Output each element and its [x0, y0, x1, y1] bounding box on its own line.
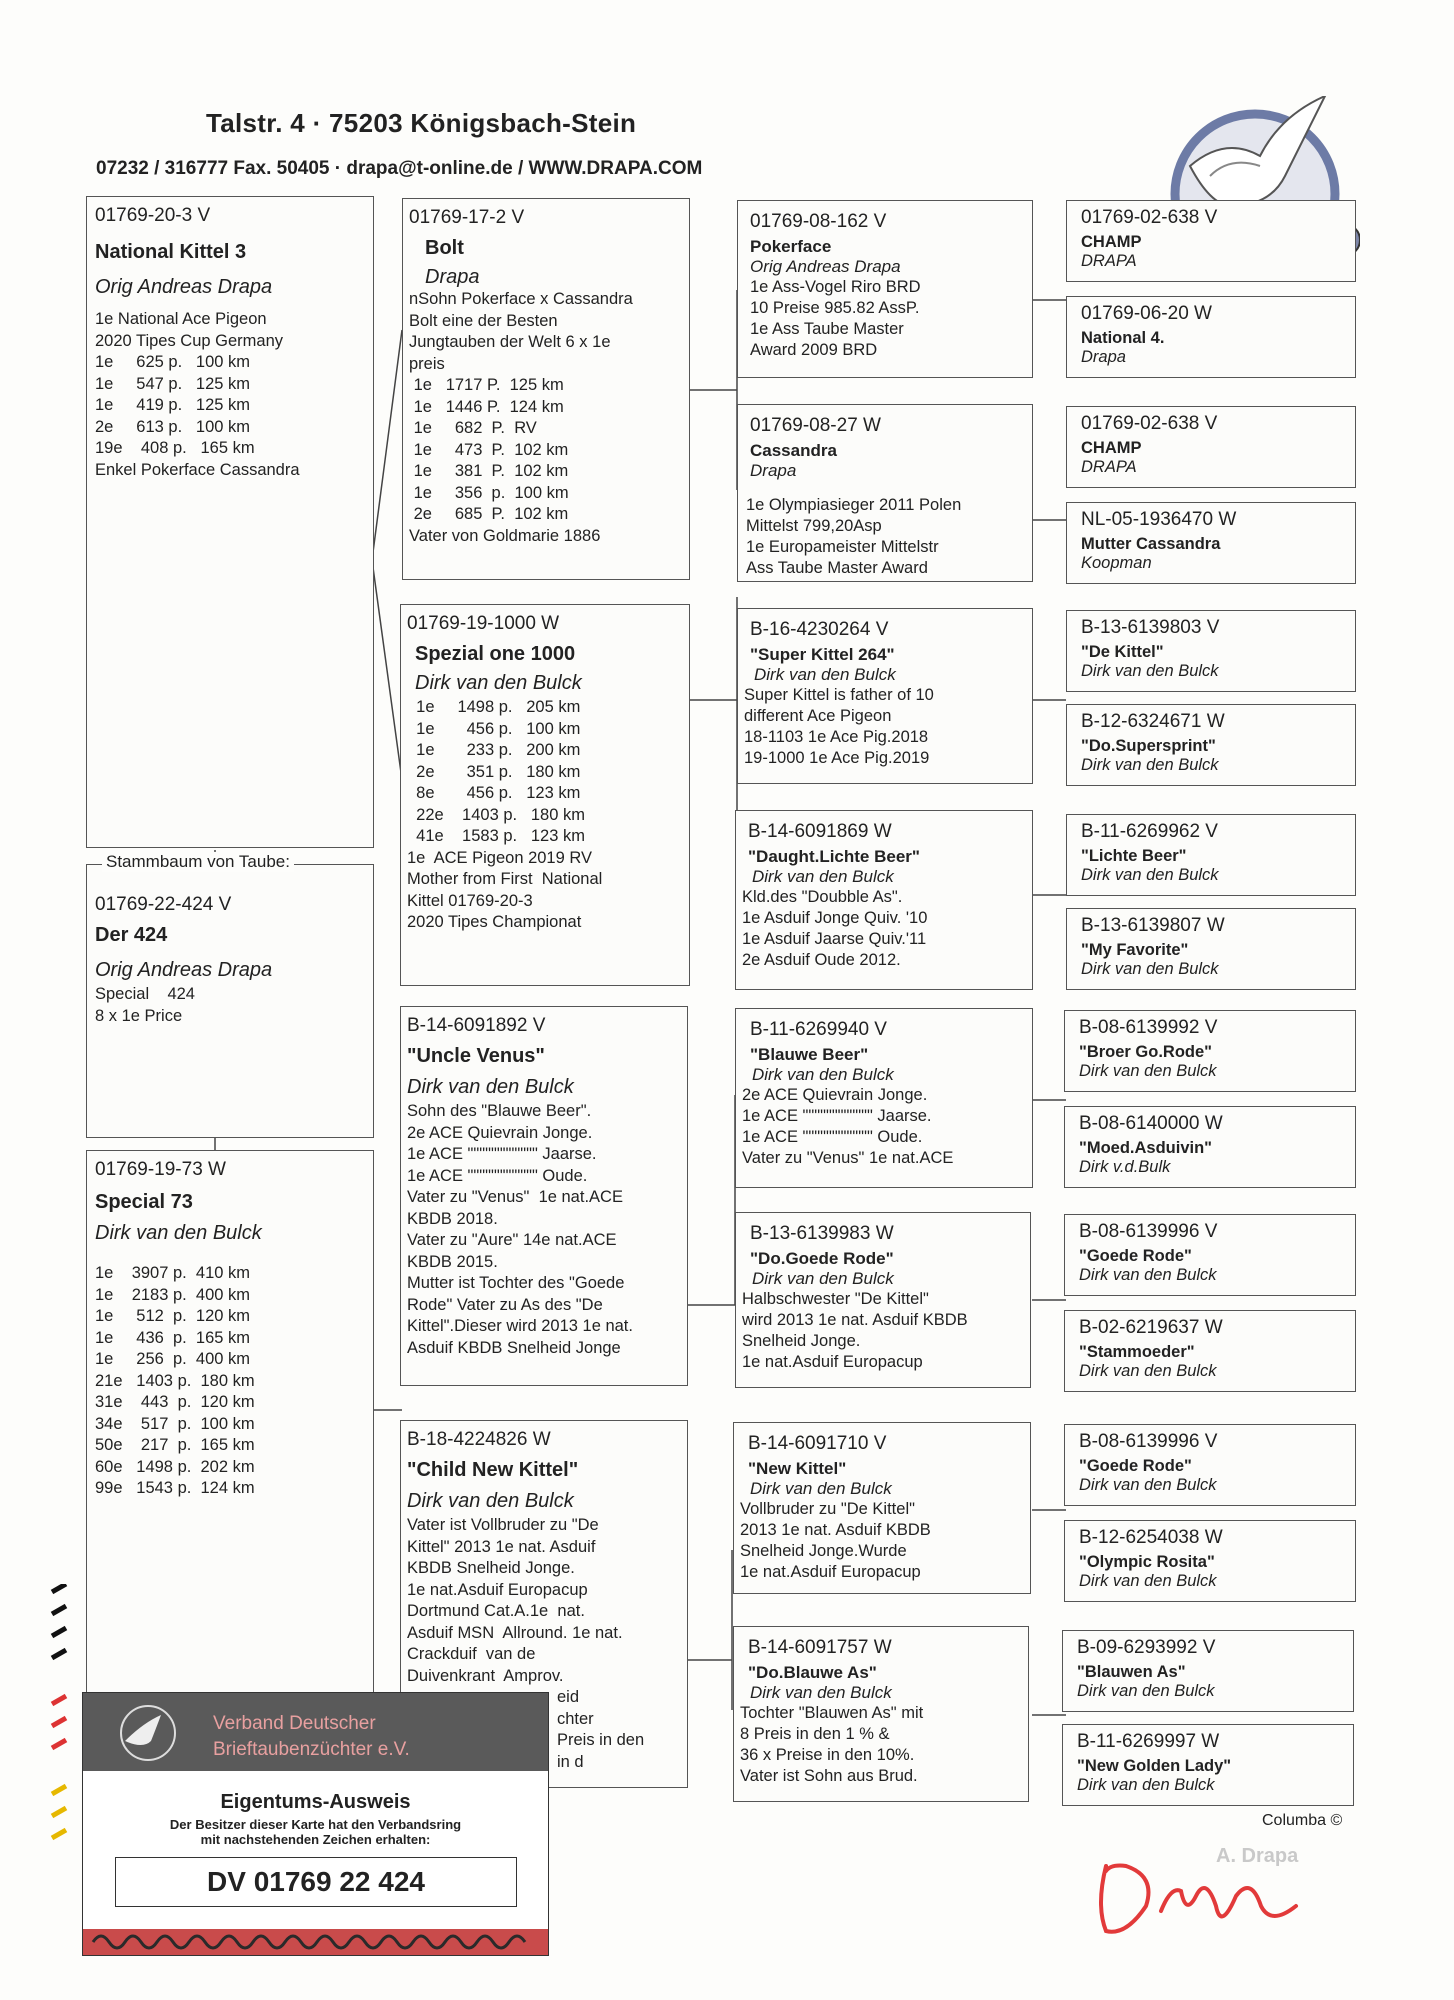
father-name: Der 424 [95, 924, 168, 946]
grandparent-breeder: Dirk van den Bulck [407, 1076, 574, 1098]
ring-number: DV 01769 22 424 [115, 1857, 517, 1907]
ggp-line: Kld.des "Doubble As". [742, 888, 903, 906]
ggp-line: 1e nat.Asduif Europacup [742, 1353, 923, 1371]
ancestor-breeder: Dirk van den Bulck [1077, 1682, 1215, 1700]
ancestor-card [1066, 610, 1356, 692]
ggp-line: Snelheid Jonge. [742, 1332, 861, 1350]
grandparent-line: in d [557, 1752, 584, 1771]
ggp-name: "Daught.Lichte Beer" [748, 847, 920, 866]
grandparent-breeder: Drapa [425, 266, 480, 288]
grandparent-line: 1e 456 p. 100 km [407, 719, 581, 738]
ancestor-name: "My Favorite" [1081, 941, 1189, 959]
ancestor-card [1064, 1310, 1356, 1392]
father-breeder: Orig Andreas Drapa [95, 959, 273, 981]
ancestor-card [1062, 1724, 1354, 1806]
ancestor-card [1066, 908, 1356, 990]
grandparent-line: 1e 356 p. 100 km [409, 483, 569, 502]
address-line: Talstr. 4 · 75203 Königsbach-Stein [206, 108, 637, 138]
ggp-line: 18-1103 1e Ace Pig.2018 [744, 728, 929, 746]
ancestor-name: "Broer Go.Rode" [1079, 1043, 1212, 1061]
ancestor-card [1064, 1010, 1356, 1092]
ggp-line: Ass Taube Master Award [746, 559, 928, 577]
grandparent-line: 2e ACE Quievrain Jonge. [407, 1123, 593, 1142]
ggp-line: 1e nat.Asduif Europacup [740, 1563, 921, 1581]
ancestor-ring: B-08-6139996 V [1079, 1431, 1218, 1452]
ggp-line: different Ace Pigeon [744, 707, 892, 725]
grandparent-ring: B-14-6091892 V [407, 1015, 546, 1036]
ggp-line: Vater zu "Venus" 1e nat.ACE [742, 1149, 954, 1167]
grandparent-line: KBDB 2015. [407, 1252, 498, 1271]
grandparent-line: Vater zu "Venus" 1e nat.ACE [407, 1188, 623, 1206]
grandparent-line: Vater von Goldmarie 1886 [409, 526, 601, 545]
stammbaum-label: Stammbaum von Taube: [102, 852, 294, 872]
grandparent-name: Bolt [425, 237, 464, 259]
subject-line: 1e 547 p. 125 km [95, 374, 251, 393]
great-grandparent-card [733, 1626, 1029, 1802]
flag-stripes-decoration [48, 1584, 70, 1864]
grandparent-card [400, 604, 690, 986]
grandparent-line: Preis in den [557, 1731, 645, 1749]
father-ring: 01769-22-424 V [95, 894, 232, 915]
ggp-name: "Super Kittel 264" [750, 645, 895, 664]
ggp-line: Halbschwester "De Kittel" [742, 1290, 929, 1308]
ggp-name: "Do.Blauwe As" [748, 1663, 877, 1682]
ggp-line: Vater ist Sohn aus Brud. [740, 1767, 918, 1785]
ancestor-name: "Goede Rode" [1079, 1247, 1192, 1265]
ancestor-breeder: Koopman [1081, 554, 1152, 572]
ancestor-ring: 01769-02-638 V [1081, 413, 1218, 434]
grandparent-line: 1e 473 P. 102 km [409, 440, 569, 459]
grandparent-line: nSohn Pokerface x Cassandra [409, 290, 633, 308]
signature-image [1086, 1836, 1306, 1946]
grandparent-card [402, 198, 690, 580]
mother-card [86, 1150, 374, 1696]
grandparent-line: Kittel" 2013 1e nat. Asduif [407, 1537, 596, 1556]
grandparent-ring: B-18-4224826 W [407, 1429, 551, 1450]
ancestor-breeder: Dirk van den Bulck [1077, 1776, 1215, 1794]
ggp-name: "New Kittel" [748, 1459, 847, 1478]
subject-line: 1e National Ace Pigeon [95, 310, 267, 328]
ggp-name: "Do.Goede Rode" [750, 1249, 894, 1268]
grandparent-line: 1e ACE """""""""""" Oude. [407, 1166, 588, 1185]
mother-line: 99e 1543 p. 124 km [95, 1479, 255, 1497]
subject-line: 2020 Tipes Cup Germany [95, 331, 284, 350]
grandparent-line: chter [557, 1709, 594, 1728]
ggp-line: Mittelst 799,20Asp [746, 517, 882, 535]
card-band [83, 1929, 548, 1955]
ancestor-name: "Goede Rode" [1079, 1457, 1192, 1475]
ancestor-card [1066, 296, 1356, 378]
ancestor-card [1066, 502, 1356, 584]
grandparent-line: Vater zu "Aure" 14e nat.ACE [407, 1231, 617, 1249]
ggp-name: Pokerface [750, 237, 832, 256]
ggp-line: 8 Preis in den 1 % & [740, 1725, 890, 1743]
ggp-line: wird 2013 1e nat. Asduif KBDB [742, 1311, 968, 1329]
grandparent-line: 1e ACE Pigeon 2019 RV [407, 848, 592, 867]
ancestor-breeder: Dirk van den Bulck [1081, 960, 1219, 978]
ancestor-name: "Do.Supersprint" [1081, 737, 1216, 755]
grandparent-line: Sohn des "Blauwe Beer". [407, 1102, 592, 1120]
ancestor-breeder: Dirk van den Bulck [1081, 866, 1219, 884]
ancestor-breeder: Dirk van den Bulck [1081, 756, 1219, 774]
subject-line: 1e 625 p. 100 km [95, 353, 251, 371]
grandparent-line: 1e 381 P. 102 km [409, 462, 569, 480]
ggp-line: Super Kittel is father of 10 [744, 686, 934, 704]
grandparent-line: Bolt eine der Besten [409, 311, 558, 330]
mother-line: 50e 217 p. 165 km [95, 1436, 255, 1454]
grandparent-line: 2e 351 p. 180 km [407, 762, 581, 781]
great-grandparent-card [737, 404, 1033, 582]
ancestor-name: "Olympic Rosita" [1079, 1553, 1215, 1571]
grandparent-line: Vater ist Vollbruder zu "De [407, 1516, 599, 1534]
grandparent-line: 2020 Tipes Championat [407, 913, 582, 931]
grandparent-breeder: Dirk van den Bulck [415, 672, 582, 694]
ancestor-card [1066, 814, 1356, 896]
subject-breeder: Orig Andreas Drapa [95, 276, 273, 298]
ggp-line: Vollbruder zu "De Kittel" [740, 1500, 915, 1518]
ancestor-name: "Stammoeder" [1079, 1343, 1195, 1361]
ancestor-card [1066, 704, 1356, 786]
grandparent-line: 1e 1498 p. 205 km [407, 698, 581, 716]
grandparent-ring: 01769-17-2 V [409, 207, 525, 228]
ancestor-card [1064, 1106, 1356, 1188]
subject-line: Enkel Pokerface Cassandra [95, 460, 300, 479]
grandparent-line: KBDB 2018. [407, 1209, 498, 1228]
father-line: 8 x 1e Price [95, 1006, 183, 1025]
grandparent-line: 1e 1717 P. 125 km [409, 376, 564, 394]
ggp-line: 1e Asduif Jonge Quiv. '10 [742, 909, 928, 927]
ggp-line: Snelheid Jonge.Wurde [740, 1542, 907, 1560]
subject-name: National Kittel 3 [95, 241, 247, 263]
great-grandparent-card [737, 200, 1033, 378]
ancestor-breeder: Dirk van den Bulck [1079, 1476, 1217, 1494]
mother-name: Special 73 [95, 1191, 193, 1213]
mother-line: 1e 436 p. 165 km [95, 1328, 251, 1347]
great-grandparent-card [735, 810, 1033, 990]
ancestor-card [1064, 1214, 1356, 1296]
grandparent-line: 1e 1446 P. 124 km [409, 397, 564, 416]
grandparent-line: preis [409, 354, 445, 373]
subject-line: 1e 419 p. 125 km [95, 396, 251, 414]
ancestor-name: "New Golden Lady" [1077, 1757, 1232, 1775]
ancestor-ring: B-08-6140000 W [1079, 1113, 1223, 1134]
ggp-ring: 01769-08-27 W [750, 415, 881, 436]
dove-icon [103, 1703, 193, 1763]
ancestor-ring: B-12-6254038 W [1079, 1527, 1223, 1548]
ancestor-name: CHAMP [1081, 439, 1142, 457]
mother-line: 1e 256 p. 400 km [95, 1350, 251, 1368]
mother-line: 1e 3907 p. 410 km [95, 1264, 251, 1282]
ggp-ring: B-16-4230264 V [750, 619, 889, 640]
ggp-line: Award 2009 BRD [750, 341, 878, 359]
grandparent-name: Spezial one 1000 [415, 643, 576, 665]
ancestor-breeder: Dirk van den Bulck [1079, 1572, 1217, 1590]
ancestor-ring: 01769-06-20 W [1081, 303, 1212, 324]
ancestor-ring: B-13-6139803 V [1081, 617, 1220, 638]
ancestor-breeder: DRAPA [1081, 252, 1137, 270]
signature-text: A. Drapa [1216, 1845, 1299, 1867]
ggp-ring: B-14-6091869 W [748, 821, 892, 842]
ggp-breeder: Orig Andreas Drapa [750, 257, 901, 276]
ggp-line: 1e Europameister Mittelstr [746, 538, 939, 556]
ancestor-breeder: Dirk van den Bulck [1079, 1062, 1217, 1080]
grandparent-line: 41e 1583 p. 123 km [407, 827, 585, 845]
grandparent-name: "Uncle Venus" [407, 1045, 545, 1067]
ggp-breeder: Drapa [750, 461, 797, 480]
ggp-line: Tochter "Blauwen As" mit [740, 1704, 924, 1722]
ancestor-card [1066, 200, 1356, 282]
ownership-card [82, 1692, 549, 1956]
great-grandparent-card [735, 1008, 1033, 1188]
card-org-line: Brieftaubenzüchter e.V. [213, 1739, 410, 1760]
ancestor-card [1066, 406, 1356, 488]
ancestor-card [1062, 1630, 1354, 1712]
ancestor-name: Mutter Cassandra [1081, 535, 1221, 553]
ggp-name: Cassandra [750, 441, 837, 460]
grandparent-line: 1e 233 p. 200 km [407, 741, 581, 759]
father-line: Special 424 [95, 985, 195, 1003]
card-org-line: Verband Deutscher [213, 1713, 376, 1734]
ggp-line: 1e Asduif Jaarse Quiv.'11 [742, 930, 927, 948]
card-header [83, 1693, 548, 1771]
great-grandparent-card [737, 608, 1033, 784]
ancestor-breeder: Dirk van den Bulck [1081, 662, 1219, 680]
ggp-line: 2013 1e nat. Asduif KBDB [740, 1521, 931, 1539]
grandparent-line: Duivenkrant Amprov. [407, 1666, 564, 1685]
ggp-line: 10 Preise 985.82 AssP. [750, 299, 920, 317]
grandparent-card [400, 1006, 688, 1386]
ancestor-ring: B-12-6324671 W [1081, 711, 1225, 732]
ggp-breeder: Dirk van den Bulck [752, 1065, 894, 1084]
grandparent-breeder: Dirk van den Bulck [407, 1490, 574, 1512]
grandparent-line: KBDB Snelheid Jonge. [407, 1559, 575, 1577]
ggp-line: 1e Ass-Vogel Riro BRD [750, 278, 921, 296]
ggp-line: 1e Ass Taube Master [750, 320, 904, 338]
ancestor-ring: 01769-02-638 V [1081, 207, 1218, 228]
ggp-breeder: Dirk van den Bulck [754, 665, 896, 684]
ggp-ring: B-14-6091710 V [748, 1433, 887, 1454]
mother-line: 1e 2183 p. 400 km [95, 1285, 251, 1304]
ancestor-ring: NL-05-1936470 W [1081, 509, 1237, 530]
ggp-breeder: Dirk van den Bulck [750, 1479, 892, 1498]
mother-line: 34e 517 p. 100 km [95, 1414, 255, 1433]
ancestor-ring: B-11-6269997 W [1077, 1731, 1220, 1752]
ggp-ring: B-13-6139983 W [750, 1223, 894, 1244]
ancestor-card [1064, 1424, 1356, 1506]
grandparent-name: "Child New Kittel" [407, 1459, 579, 1481]
grandparent-line: eid [557, 1688, 580, 1706]
grandparent-line: Mutter ist Tochter des "Goede [407, 1274, 625, 1292]
ancestor-breeder: Dirk van den Bulck [1079, 1362, 1217, 1380]
ancestor-name: "Lichte Beer" [1081, 847, 1187, 865]
card-subtitle: Der Besitzer dieser Karte hat den Verbandsring [169, 1817, 462, 1832]
grandparent-line: 1e nat.Asduif Europacup [407, 1580, 588, 1599]
ggp-line: 1e ACE """""""""""" Jaarse. [742, 1107, 932, 1125]
mother-line: 21e 1403 p. 180 km [95, 1371, 255, 1390]
ancestor-ring: B-08-6139992 V [1079, 1017, 1218, 1038]
ggp-breeder: Dirk van den Bulck [752, 867, 894, 886]
contact-line: 07232 / 316777 Fax. 50405 · drapa@t-online.de / WWW.DRAPA.COM [96, 158, 703, 179]
grandparent-line: Asduif KBDB Snelheid Jonge [407, 1338, 621, 1357]
grandparent-line: 2e 685 P. 102 km [409, 505, 569, 523]
great-grandparent-card [735, 1212, 1031, 1388]
columba-label: Columba © [1262, 1812, 1343, 1829]
ancestor-name: CHAMP [1081, 233, 1142, 251]
ancestor-breeder: DRAPA [1081, 458, 1137, 476]
father-card [86, 864, 374, 1138]
mother-line: 60e 1498 p. 202 km [95, 1457, 255, 1476]
subject-line: 19e 408 p. 165 km [95, 439, 255, 457]
card-title: Eigentums-Ausweis [220, 1791, 411, 1813]
subject-line: 2e 613 p. 100 km [95, 417, 251, 436]
ggp-line: 19-1000 1e Ace Pig.2019 [744, 749, 930, 767]
grandparent-line: 8e 456 p. 123 km [407, 784, 581, 802]
grandparent-ring: 01769-19-1000 W [407, 613, 560, 634]
subject-ring: 01769-20-3 V [95, 205, 211, 226]
ancestor-card [1064, 1520, 1356, 1602]
great-grandparent-card [733, 1422, 1031, 1594]
mother-line: 31e 443 p. 120 km [95, 1393, 255, 1411]
ancestor-name: "De Kittel" [1081, 643, 1164, 661]
ancestor-ring: B-02-6219637 W [1079, 1317, 1223, 1338]
grandparent-line: Kittel".Dieser wird 2013 1e nat. [407, 1317, 633, 1335]
ggp-ring: 01769-08-162 V [750, 211, 887, 232]
grandparent-line: Crackduif van de [407, 1645, 536, 1663]
ggp-ring: B-11-6269940 V [750, 1019, 887, 1040]
ancestor-name: "Blauwen As" [1077, 1663, 1186, 1681]
ancestor-breeder: Drapa [1081, 348, 1126, 366]
ancestor-ring: B-13-6139807 W [1081, 915, 1225, 936]
grandparent-line: 22e 1403 p. 180 km [407, 805, 585, 824]
mother-line: 1e 512 p. 120 km [95, 1307, 251, 1325]
ggp-line: 2e ACE Quievrain Jonge. [742, 1086, 928, 1104]
ggp-line: 2e Asduif Oude 2012. [742, 951, 901, 969]
ancestor-ring: B-11-6269962 V [1081, 821, 1218, 842]
ggp-line: 1e ACE """""""""""" Oude. [742, 1128, 923, 1146]
grandparent-line: Asduif MSN Allround. 1e nat. [407, 1623, 623, 1642]
ggp-breeder: Dirk van den Bulck [752, 1269, 894, 1288]
card-subtitle: mit nachstehenden Zeichen erhalten: [200, 1832, 431, 1847]
mother-ring: 01769-19-73 W [95, 1159, 226, 1180]
grandparent-line: Mother from First National [407, 870, 603, 888]
ancestor-breeder: Dirk van den Bulck [1079, 1266, 1217, 1284]
grandparent-line: Jungtauben der Welt 6 x 1e [409, 333, 611, 351]
ggp-ring: B-14-6091757 W [748, 1637, 892, 1658]
ancestor-ring: B-09-6293992 V [1077, 1637, 1216, 1658]
ggp-name: "Blauwe Beer" [750, 1045, 869, 1064]
ancestor-name: "Moed.Asduivin" [1079, 1139, 1212, 1157]
grandparent-line: Rode" Vater zu As des "De [407, 1295, 603, 1314]
grandparent-line: Dortmund Cat.A.1e nat. [407, 1602, 585, 1620]
ggp-line: 1e Olympiasieger 2011 Polen [746, 496, 962, 514]
ancestor-name: National 4. [1081, 329, 1165, 347]
ancestor-ring: B-08-6139996 V [1079, 1221, 1218, 1242]
ancestor-breeder: Dirk v.d.Bulk [1079, 1158, 1171, 1176]
grandparent-line: 1e ACE """""""""""" Jaarse. [407, 1145, 597, 1163]
grandparent-line: Kittel 01769-20-3 [407, 891, 533, 910]
ggp-breeder: Dirk van den Bulck [750, 1683, 892, 1702]
mother-breeder: Dirk van den Bulck [95, 1222, 262, 1244]
subject-card [86, 196, 374, 848]
ggp-line: 36 x Preise in den 10%. [740, 1746, 915, 1764]
grandparent-line: 1e 682 P. RV [409, 419, 537, 437]
